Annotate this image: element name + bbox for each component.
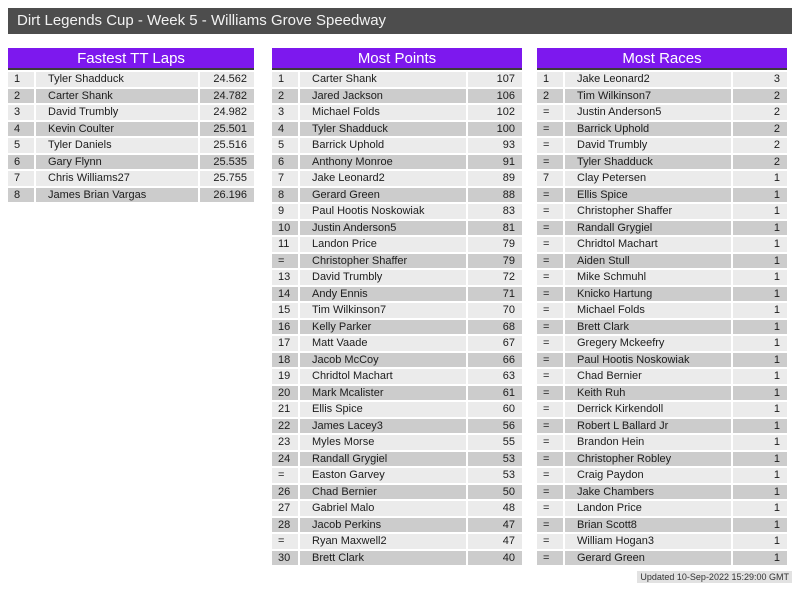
rank-cell: 1 bbox=[537, 72, 563, 87]
value-cell: 71 bbox=[468, 287, 522, 302]
value-cell: 1 bbox=[733, 435, 787, 450]
rank-cell: = bbox=[272, 534, 298, 549]
driver-name-cell: Barrick Uphold bbox=[300, 138, 466, 153]
rank-cell: 1 bbox=[8, 72, 34, 87]
rank-cell: 9 bbox=[272, 204, 298, 219]
rank-cell: = bbox=[537, 155, 563, 170]
value-cell: 1 bbox=[733, 287, 787, 302]
driver-name-cell: Justin Anderson5 bbox=[565, 105, 731, 120]
table-row bbox=[272, 369, 522, 384]
table-row bbox=[272, 518, 522, 533]
driver-name-cell: Chris Williams27 bbox=[36, 171, 198, 186]
table-row bbox=[537, 303, 787, 318]
table-row bbox=[537, 171, 787, 186]
value-cell: 47 bbox=[468, 534, 522, 549]
table-row bbox=[272, 501, 522, 516]
rank-cell: = bbox=[537, 287, 563, 302]
table-row bbox=[537, 105, 787, 120]
value-cell: 1 bbox=[733, 353, 787, 368]
rank-cell: 24 bbox=[272, 452, 298, 467]
rank-cell: 26 bbox=[272, 485, 298, 500]
value-cell: 66 bbox=[468, 353, 522, 368]
table-row bbox=[8, 138, 254, 153]
driver-name-cell: Carter Shank bbox=[300, 72, 466, 87]
table-row bbox=[8, 188, 254, 203]
driver-name-cell: Randall Grygiel bbox=[565, 221, 731, 236]
rank-cell: 27 bbox=[272, 501, 298, 516]
table-row bbox=[537, 518, 787, 533]
value-cell: 61 bbox=[468, 386, 522, 401]
value-cell: 1 bbox=[733, 386, 787, 401]
driver-name-cell: Gary Flynn bbox=[36, 155, 198, 170]
table-row bbox=[537, 485, 787, 500]
table-row bbox=[537, 501, 787, 516]
rank-cell: = bbox=[537, 353, 563, 368]
value-cell: 50 bbox=[468, 485, 522, 500]
value-cell: 25.535 bbox=[200, 155, 254, 170]
table-row bbox=[272, 534, 522, 549]
table-row bbox=[272, 138, 522, 153]
table-row bbox=[537, 468, 787, 483]
table-row bbox=[537, 237, 787, 252]
value-cell: 55 bbox=[468, 435, 522, 450]
rank-cell: 19 bbox=[272, 369, 298, 384]
driver-name-cell: Tim Wilkinson7 bbox=[300, 303, 466, 318]
rank-cell: = bbox=[537, 386, 563, 401]
table-title-most-races: Most Races bbox=[537, 48, 787, 70]
value-cell: 1 bbox=[733, 468, 787, 483]
rank-cell: = bbox=[537, 105, 563, 120]
driver-name-cell: Christopher Shaffer bbox=[300, 254, 466, 269]
driver-name-cell: James Lacey3 bbox=[300, 419, 466, 434]
table-row bbox=[537, 254, 787, 269]
rank-cell: 4 bbox=[272, 122, 298, 137]
driver-name-cell: Randall Grygiel bbox=[300, 452, 466, 467]
rank-cell: = bbox=[537, 534, 563, 549]
driver-name-cell: Mike Schmuhl bbox=[565, 270, 731, 285]
table-rows bbox=[272, 72, 522, 565]
driver-name-cell: Ellis Spice bbox=[565, 188, 731, 203]
page-title: Dirt Legends Cup - Week 5 - Williams Grove Speedway bbox=[8, 8, 792, 34]
value-cell: 2 bbox=[733, 105, 787, 120]
value-cell: 1 bbox=[733, 402, 787, 417]
value-cell: 2 bbox=[733, 89, 787, 104]
driver-name-cell: Brian Scott8 bbox=[565, 518, 731, 533]
driver-name-cell: Chridtol Machart bbox=[300, 369, 466, 384]
table-row bbox=[537, 551, 787, 566]
value-cell: 88 bbox=[468, 188, 522, 203]
rank-cell: = bbox=[537, 237, 563, 252]
driver-name-cell: Jared Jackson bbox=[300, 89, 466, 104]
driver-name-cell: Robert L Ballard Jr bbox=[565, 419, 731, 434]
driver-name-cell: Tyler Shadduck bbox=[36, 72, 198, 87]
table-row bbox=[272, 204, 522, 219]
driver-name-cell: Kelly Parker bbox=[300, 320, 466, 335]
leaderboards-container bbox=[8, 48, 792, 565]
table-row bbox=[272, 452, 522, 467]
driver-name-cell: Tyler Shadduck bbox=[300, 122, 466, 137]
rank-cell: = bbox=[537, 468, 563, 483]
driver-name-cell: Craig Paydon bbox=[565, 468, 731, 483]
table-row bbox=[537, 419, 787, 434]
rank-cell: 7 bbox=[272, 171, 298, 186]
rank-cell: 2 bbox=[8, 89, 34, 104]
value-cell: 48 bbox=[468, 501, 522, 516]
table-row bbox=[272, 270, 522, 285]
value-cell: 1 bbox=[733, 303, 787, 318]
table-row bbox=[272, 551, 522, 566]
table-row bbox=[8, 122, 254, 137]
table-row bbox=[272, 105, 522, 120]
driver-name-cell: Gerard Green bbox=[300, 188, 466, 203]
driver-name-cell: Christopher Robley bbox=[565, 452, 731, 467]
rank-cell: 1 bbox=[272, 72, 298, 87]
table-row bbox=[537, 336, 787, 351]
rank-cell: = bbox=[537, 270, 563, 285]
table-row bbox=[272, 468, 522, 483]
driver-name-cell: Chad Bernier bbox=[565, 369, 731, 384]
driver-name-cell: Landon Price bbox=[565, 501, 731, 516]
driver-name-cell: Chad Bernier bbox=[300, 485, 466, 500]
value-cell: 1 bbox=[733, 254, 787, 269]
table-row bbox=[272, 155, 522, 170]
rank-cell: 18 bbox=[272, 353, 298, 368]
value-cell: 3 bbox=[733, 72, 787, 87]
value-cell: 47 bbox=[468, 518, 522, 533]
driver-name-cell: David Trumbly bbox=[36, 105, 198, 120]
value-cell: 106 bbox=[468, 89, 522, 104]
table-row bbox=[272, 188, 522, 203]
value-cell: 68 bbox=[468, 320, 522, 335]
rank-cell: 7 bbox=[537, 171, 563, 186]
value-cell: 79 bbox=[468, 254, 522, 269]
rank-cell: = bbox=[537, 204, 563, 219]
value-cell: 83 bbox=[468, 204, 522, 219]
rank-cell: = bbox=[537, 320, 563, 335]
value-cell: 67 bbox=[468, 336, 522, 351]
rank-cell: 2 bbox=[537, 89, 563, 104]
rank-cell: 11 bbox=[272, 237, 298, 252]
table-rows bbox=[8, 72, 254, 202]
driver-name-cell: Brandon Hein bbox=[565, 435, 731, 450]
table-row bbox=[272, 72, 522, 87]
value-cell: 60 bbox=[468, 402, 522, 417]
driver-name-cell: Matt Vaade bbox=[300, 336, 466, 351]
rank-cell: 15 bbox=[272, 303, 298, 318]
rank-cell: = bbox=[537, 221, 563, 236]
value-cell: 102 bbox=[468, 105, 522, 120]
leaderboard-most-points bbox=[272, 48, 522, 565]
value-cell: 1 bbox=[733, 452, 787, 467]
value-cell: 1 bbox=[733, 369, 787, 384]
table-row bbox=[537, 320, 787, 335]
driver-name-cell: Jacob McCoy bbox=[300, 353, 466, 368]
rank-cell: = bbox=[537, 518, 563, 533]
value-cell: 70 bbox=[468, 303, 522, 318]
driver-name-cell: Gregery Mckeefry bbox=[565, 336, 731, 351]
driver-name-cell: William Hogan3 bbox=[565, 534, 731, 549]
value-cell: 1 bbox=[733, 270, 787, 285]
table-row bbox=[537, 386, 787, 401]
rank-cell: 4 bbox=[8, 122, 34, 137]
value-cell: 1 bbox=[733, 485, 787, 500]
rank-cell: = bbox=[537, 419, 563, 434]
driver-name-cell: Landon Price bbox=[300, 237, 466, 252]
value-cell: 1 bbox=[733, 419, 787, 434]
driver-name-cell: Keith Ruh bbox=[565, 386, 731, 401]
rank-cell: 6 bbox=[272, 155, 298, 170]
table-row bbox=[537, 138, 787, 153]
table-row bbox=[272, 254, 522, 269]
table-row bbox=[272, 237, 522, 252]
value-cell: 72 bbox=[468, 270, 522, 285]
rank-cell: 3 bbox=[272, 105, 298, 120]
driver-name-cell: David Trumbly bbox=[300, 270, 466, 285]
table-row bbox=[272, 221, 522, 236]
rank-cell: = bbox=[537, 138, 563, 153]
value-cell: 79 bbox=[468, 237, 522, 252]
table-row bbox=[537, 287, 787, 302]
table-row bbox=[8, 72, 254, 87]
value-cell: 24.562 bbox=[200, 72, 254, 87]
driver-name-cell: Barrick Uphold bbox=[565, 122, 731, 137]
driver-name-cell: Anthony Monroe bbox=[300, 155, 466, 170]
value-cell: 1 bbox=[733, 188, 787, 203]
driver-name-cell: James Brian Vargas bbox=[36, 188, 198, 203]
value-cell: 1 bbox=[733, 336, 787, 351]
driver-name-cell: Gabriel Malo bbox=[300, 501, 466, 516]
table-row bbox=[272, 353, 522, 368]
leaderboard-fastest-tt-laps bbox=[8, 48, 254, 202]
table-title-fastest-tt-laps: Fastest TT Laps bbox=[8, 48, 254, 70]
driver-name-cell: Brett Clark bbox=[300, 551, 466, 566]
rank-cell: 2 bbox=[272, 89, 298, 104]
value-cell: 56 bbox=[468, 419, 522, 434]
table-row bbox=[537, 452, 787, 467]
table-row bbox=[272, 122, 522, 137]
driver-name-cell: Ryan Maxwell2 bbox=[300, 534, 466, 549]
value-cell: 40 bbox=[468, 551, 522, 566]
value-cell: 2 bbox=[733, 122, 787, 137]
driver-name-cell: Paul Hootis Noskowiak bbox=[565, 353, 731, 368]
driver-name-cell: Tyler Daniels bbox=[36, 138, 198, 153]
rank-cell: 23 bbox=[272, 435, 298, 450]
table-row bbox=[537, 435, 787, 450]
value-cell: 1 bbox=[733, 551, 787, 566]
driver-name-cell: David Trumbly bbox=[565, 138, 731, 153]
table-row bbox=[272, 336, 522, 351]
value-cell: 24.782 bbox=[200, 89, 254, 104]
footer bbox=[8, 567, 792, 585]
driver-name-cell: Easton Garvey bbox=[300, 468, 466, 483]
rank-cell: 10 bbox=[272, 221, 298, 236]
value-cell: 1 bbox=[733, 501, 787, 516]
rank-cell: = bbox=[537, 303, 563, 318]
value-cell: 2 bbox=[733, 155, 787, 170]
rank-cell: 14 bbox=[272, 287, 298, 302]
table-row bbox=[537, 188, 787, 203]
table-row bbox=[537, 204, 787, 219]
rank-cell: = bbox=[537, 435, 563, 450]
table-row bbox=[537, 402, 787, 417]
table-row bbox=[8, 155, 254, 170]
value-cell: 53 bbox=[468, 452, 522, 467]
driver-name-cell: Mark Mcalister bbox=[300, 386, 466, 401]
value-cell: 89 bbox=[468, 171, 522, 186]
driver-name-cell: Christopher Shaffer bbox=[565, 204, 731, 219]
table-title-most-points: Most Points bbox=[272, 48, 522, 70]
rank-cell: 5 bbox=[8, 138, 34, 153]
value-cell: 63 bbox=[468, 369, 522, 384]
rank-cell: = bbox=[537, 452, 563, 467]
rank-cell: = bbox=[537, 336, 563, 351]
value-cell: 25.516 bbox=[200, 138, 254, 153]
driver-name-cell: Michael Folds bbox=[565, 303, 731, 318]
table-row bbox=[8, 105, 254, 120]
driver-name-cell: Clay Petersen bbox=[565, 171, 731, 186]
rank-cell: 6 bbox=[8, 155, 34, 170]
value-cell: 1 bbox=[733, 221, 787, 236]
value-cell: 1 bbox=[733, 518, 787, 533]
table-row bbox=[272, 171, 522, 186]
driver-name-cell: Kevin Coulter bbox=[36, 122, 198, 137]
value-cell: 26.196 bbox=[200, 188, 254, 203]
table-row bbox=[272, 89, 522, 104]
table-row bbox=[537, 270, 787, 285]
driver-name-cell: Chridtol Machart bbox=[565, 237, 731, 252]
rank-cell: 8 bbox=[8, 188, 34, 203]
table-row bbox=[8, 171, 254, 186]
value-cell: 2 bbox=[733, 138, 787, 153]
driver-name-cell: Carter Shank bbox=[36, 89, 198, 104]
rank-cell: 3 bbox=[8, 105, 34, 120]
table-row bbox=[272, 402, 522, 417]
table-row bbox=[8, 89, 254, 104]
driver-name-cell: Derrick Kirkendoll bbox=[565, 402, 731, 417]
rank-cell: = bbox=[537, 485, 563, 500]
driver-name-cell: Ellis Spice bbox=[300, 402, 466, 417]
value-cell: 100 bbox=[468, 122, 522, 137]
table-row bbox=[272, 485, 522, 500]
rank-cell: = bbox=[272, 254, 298, 269]
table-row bbox=[537, 534, 787, 549]
rank-cell: 13 bbox=[272, 270, 298, 285]
rank-cell: = bbox=[272, 468, 298, 483]
rank-cell: 21 bbox=[272, 402, 298, 417]
rank-cell: 30 bbox=[272, 551, 298, 566]
value-cell: 25.755 bbox=[200, 171, 254, 186]
table-row bbox=[537, 221, 787, 236]
table-row bbox=[537, 155, 787, 170]
table-row bbox=[272, 287, 522, 302]
updated-timestamp: Updated 10-Sep-2022 15:29:00 GMT bbox=[637, 571, 792, 583]
rank-cell: 16 bbox=[272, 320, 298, 335]
value-cell: 1 bbox=[733, 237, 787, 252]
value-cell: 25.501 bbox=[200, 122, 254, 137]
driver-name-cell: Andy Ennis bbox=[300, 287, 466, 302]
value-cell: 1 bbox=[733, 320, 787, 335]
table-row bbox=[537, 369, 787, 384]
rank-cell: = bbox=[537, 402, 563, 417]
table-row bbox=[272, 419, 522, 434]
value-cell: 107 bbox=[468, 72, 522, 87]
driver-name-cell: Jake Leonard2 bbox=[300, 171, 466, 186]
value-cell: 1 bbox=[733, 171, 787, 186]
driver-name-cell: Jake Chambers bbox=[565, 485, 731, 500]
value-cell: 91 bbox=[468, 155, 522, 170]
rank-cell: 7 bbox=[8, 171, 34, 186]
leaderboard-most-races bbox=[537, 48, 787, 565]
rank-cell: 20 bbox=[272, 386, 298, 401]
rank-cell: = bbox=[537, 122, 563, 137]
table-row bbox=[537, 122, 787, 137]
rank-cell: = bbox=[537, 254, 563, 269]
table-row bbox=[272, 435, 522, 450]
rank-cell: 22 bbox=[272, 419, 298, 434]
driver-name-cell: Jacob Perkins bbox=[300, 518, 466, 533]
driver-name-cell: Tyler Shadduck bbox=[565, 155, 731, 170]
driver-name-cell: Knicko Hartung bbox=[565, 287, 731, 302]
driver-name-cell: Tim Wilkinson7 bbox=[565, 89, 731, 104]
value-cell: 81 bbox=[468, 221, 522, 236]
driver-name-cell: Gerard Green bbox=[565, 551, 731, 566]
driver-name-cell: Myles Morse bbox=[300, 435, 466, 450]
rank-cell: = bbox=[537, 501, 563, 516]
rank-cell: 17 bbox=[272, 336, 298, 351]
table-row bbox=[272, 386, 522, 401]
driver-name-cell: Aiden Stull bbox=[565, 254, 731, 269]
value-cell: 93 bbox=[468, 138, 522, 153]
table-rows bbox=[537, 72, 787, 565]
value-cell: 53 bbox=[468, 468, 522, 483]
driver-name-cell: Michael Folds bbox=[300, 105, 466, 120]
value-cell: 24.982 bbox=[200, 105, 254, 120]
driver-name-cell: Paul Hootis Noskowiak bbox=[300, 204, 466, 219]
table-row bbox=[537, 353, 787, 368]
rank-cell: = bbox=[537, 551, 563, 566]
rank-cell: = bbox=[537, 188, 563, 203]
value-cell: 1 bbox=[733, 204, 787, 219]
driver-name-cell: Jake Leonard2 bbox=[565, 72, 731, 87]
driver-name-cell: Justin Anderson5 bbox=[300, 221, 466, 236]
value-cell: 1 bbox=[733, 534, 787, 549]
table-row bbox=[537, 72, 787, 87]
table-row bbox=[537, 89, 787, 104]
driver-name-cell: Brett Clark bbox=[565, 320, 731, 335]
rank-cell: 28 bbox=[272, 518, 298, 533]
table-row bbox=[272, 320, 522, 335]
rank-cell: 8 bbox=[272, 188, 298, 203]
rank-cell: = bbox=[537, 369, 563, 384]
table-row bbox=[272, 303, 522, 318]
rank-cell: 5 bbox=[272, 138, 298, 153]
